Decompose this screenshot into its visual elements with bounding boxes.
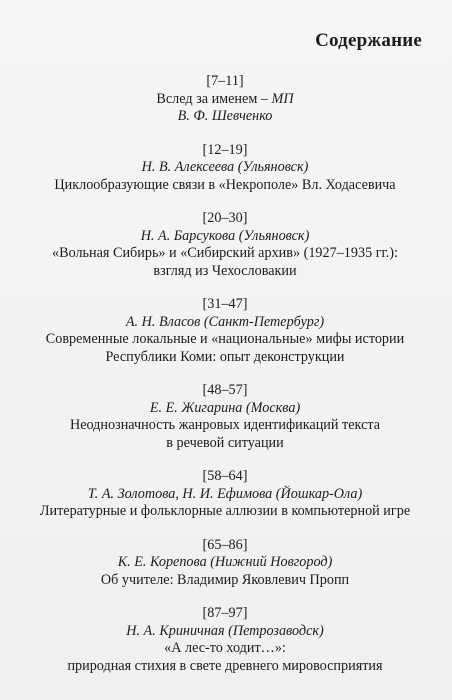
entry-author: Н. В. Алексеева (Ульяновск) <box>141 159 309 175</box>
contents-entry <box>10 73 440 126</box>
contents-entry <box>10 142 440 195</box>
entry-author: Н. А. Барсукова (Ульяновск) <box>140 227 310 244</box>
entry-author: А. Н. Власов (Санкт-Петербург) <box>125 313 325 330</box>
entry-title-line: «А лес-то ходит…»: <box>164 640 286 656</box>
entry-title-line: в речевой ситуации <box>166 434 284 451</box>
entry-author: Е. Е. Жигарина (Москва) <box>149 399 301 416</box>
entry-pages: [87–97] <box>202 605 248 621</box>
entry-pages: [65–86] <box>202 536 248 553</box>
entry-pages: [48–57] <box>202 382 248 398</box>
entry-pages: [12–19] <box>202 141 248 158</box>
contents-entry <box>10 605 440 675</box>
contents-entry <box>10 468 440 521</box>
entry-pages: [58–64] <box>202 468 248 484</box>
entry-title-line <box>10 91 440 109</box>
entry-title-line: Об учителе: Владимир Яковлевич Пропп <box>100 571 350 588</box>
contents-heading: Содержание <box>315 30 422 51</box>
entry-author-italic: В. Ф. Шевченко <box>177 108 273 124</box>
contents-entry <box>10 210 440 280</box>
entry-title-line: «Вольная Сибирь» и «Сибирский архив» (1927–1935 гг.): <box>52 245 398 261</box>
entry-pages: [31–47] <box>202 296 248 312</box>
contents-entry <box>10 537 440 590</box>
entry-pages: [20–30] <box>202 210 248 226</box>
contents-entry <box>10 296 440 366</box>
entry-title-text: Вслед за именем – <box>156 90 272 107</box>
entry-title-line: Неоднозначность жанровых идентификаций текста <box>69 417 381 433</box>
entry-author: Т. А. Золотова, Н. И. Ефимова (Йошкар-Ола) <box>87 485 363 502</box>
contents-list <box>10 73 440 691</box>
contents-entry <box>10 382 440 452</box>
entry-pages: [7–11] <box>206 73 244 89</box>
entry-title-line: Республики Коми: опыт деконструкции <box>105 348 345 365</box>
entry-title-line: Литературные и фольклорные аллюзии в компьютерной игре <box>39 503 411 519</box>
entry-title-line: природная стихия в свете древнего мировосприятия <box>67 657 383 674</box>
entry-title-line: взгляд из Чехословакии <box>153 262 297 279</box>
entry-author: Н. А. Криничная (Петрозаводск) <box>126 622 324 639</box>
entry-title-italic: МП <box>271 90 294 107</box>
entry-title-line: Циклообразующие связи в «Некрополе» Вл. Ходасевича <box>54 176 396 193</box>
entry-title-line: Современные локальные и «национальные» мифы истории <box>45 331 405 347</box>
entry-title-line <box>10 108 440 126</box>
entry-author: К. Е. Корепова (Нижний Новгород) <box>117 554 333 570</box>
